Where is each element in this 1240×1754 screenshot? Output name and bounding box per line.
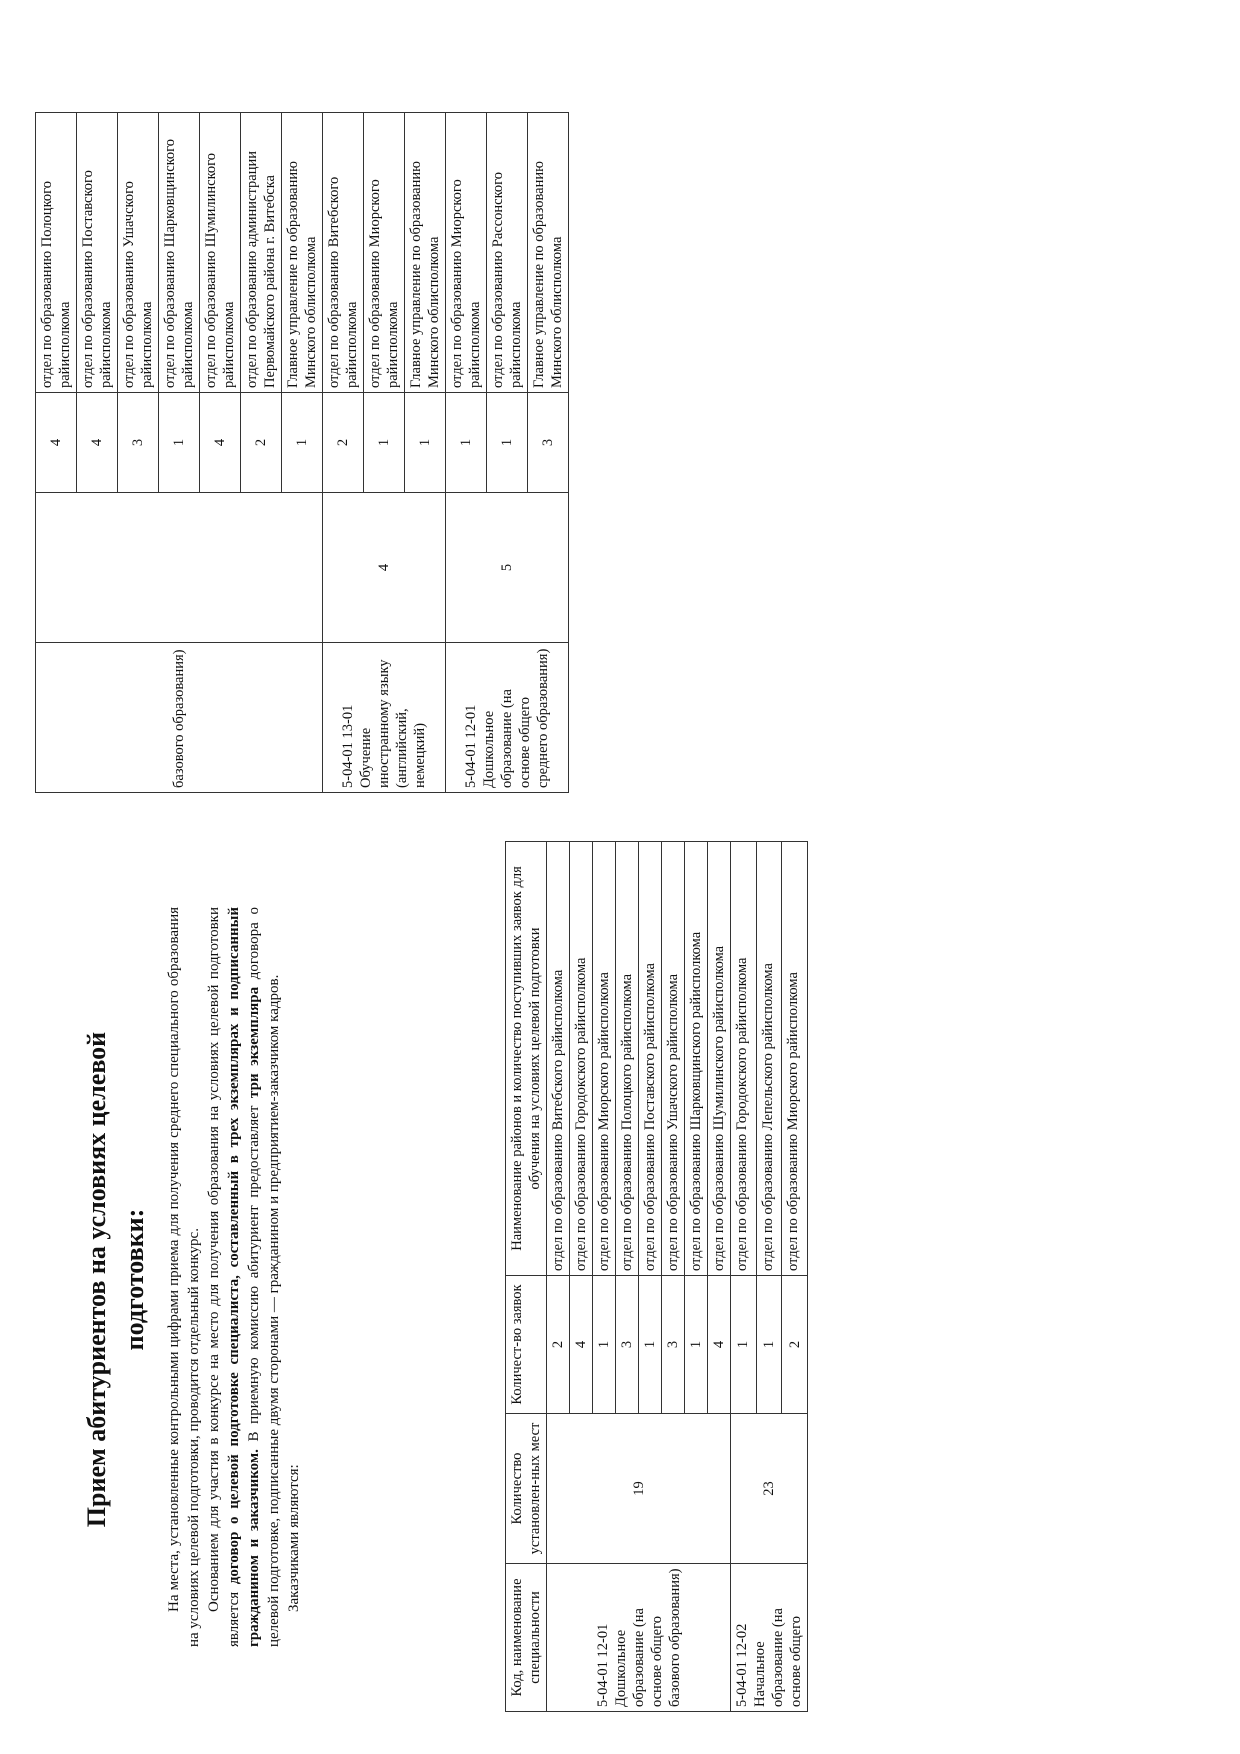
- targeted-training-table-continued: [35, 112, 569, 793]
- organization-cell: отдел по образованию Шарковщинского райисполкома: [685, 842, 708, 1276]
- title-line-2: подготовки:: [120, 1208, 149, 1351]
- application-count-cell: 1: [159, 393, 200, 493]
- application-count-cell: 1: [487, 393, 528, 493]
- application-count-cell: 3: [118, 393, 159, 493]
- specialty-code-cell: базового образования): [36, 643, 323, 793]
- organization-cell: Главное управление по образованию Минского облисполкома: [282, 113, 323, 393]
- organization-cell: отдел по образованию Миорского райисполкома: [782, 842, 808, 1276]
- organization-cell: отдел по образованию Полоцкого райисполкома: [36, 113, 77, 393]
- application-count-cell: 1: [639, 1276, 662, 1414]
- intro-p2-text-a: Основанием для участия в конкурсе на место для получения образования на условиях целевой подготовки является: [206, 907, 242, 1647]
- organization-cell: отдел по образованию Рассонского райисполкома: [487, 113, 528, 393]
- organization-cell: Главное управление по образованию Минского облисполкома: [528, 113, 569, 393]
- organization-cell: отдел по образованию Витебского райисполкома: [547, 842, 570, 1276]
- application-count-cell: 1: [685, 1276, 708, 1414]
- application-count-cell: 1: [364, 393, 405, 493]
- application-count-cell: 1: [731, 1276, 757, 1414]
- intro-paragraph-1: На места, установленные контрольными цифрами приема для получения среднего специального образования на условиях целевой подготовки, проводится отдельный конкурс.: [166, 907, 202, 1647]
- header-count: Количест-во заявок: [506, 1276, 547, 1414]
- organization-cell: отдел по образованию Витебского райисполкома: [323, 113, 364, 393]
- intro-paragraph-3: Заказчиками являются:: [286, 1464, 302, 1612]
- intro-paragraph-2: [204, 907, 284, 1647]
- intro-p2-text-b: В приемную комиссию абитуриент предоставляет: [246, 1097, 262, 1450]
- organization-cell: отдел по образованию Шарковщинского райисполкома: [159, 113, 200, 393]
- specialty-code-cell: 5-04-01 12-01 Дошкольное образование (на основе общего базового образования): [547, 1564, 731, 1712]
- application-count-cell: 1: [446, 393, 487, 493]
- application-count-cell: 2: [241, 393, 282, 493]
- table-row: [446, 113, 487, 793]
- table-body: [547, 842, 808, 1712]
- organization-cell: отдел по образованию Поставского райисполкома: [639, 842, 662, 1276]
- application-count-cell: 1: [593, 1276, 616, 1414]
- application-count-cell: 1: [756, 1276, 782, 1414]
- table-row: [36, 113, 77, 793]
- places-cell: 5: [446, 493, 569, 643]
- application-count-cell: 4: [570, 1276, 593, 1414]
- intro-p2-bold-1: договор о целевой подготовке специалиста, составленный в трех экземплярах и подписанный гражданином и заказчиком.: [226, 907, 262, 1647]
- application-count-cell: 3: [528, 393, 569, 493]
- targeted-training-table: [505, 841, 808, 1712]
- application-count-cell: 4: [708, 1276, 731, 1414]
- organization-cell: отдел по образованию Ушачского райисполкома: [118, 113, 159, 393]
- organization-cell: отдел по образованию Миорского райисполкома: [446, 113, 487, 393]
- organization-cell: отдел по образованию Ушачского райисполкома: [662, 842, 685, 1276]
- table-row: [323, 113, 364, 793]
- specialty-code-cell: 5-04-01 12-02 Начальное образование (на основе общего: [731, 1564, 808, 1712]
- page-title: [78, 867, 154, 1692]
- application-count-cell: 4: [36, 393, 77, 493]
- application-count-cell: 1: [405, 393, 446, 493]
- application-count-cell: 4: [200, 393, 241, 493]
- organization-cell: отдел по образованию Полоцкого райисполкома: [616, 842, 639, 1276]
- table-row: [547, 842, 570, 1712]
- application-count-cell: 1: [282, 393, 323, 493]
- specialty-code-cell: 5-04-01 13-01 Обучение иностранному языку (английский, немецкий): [323, 643, 446, 793]
- application-count-cell: 2: [547, 1276, 570, 1414]
- application-count-cell: 2: [323, 393, 364, 493]
- organization-cell: Главное управление по образованию Минского облисполкома: [405, 113, 446, 393]
- table-header-row: [506, 842, 547, 1712]
- places-cell: [36, 493, 323, 643]
- organization-cell: отдел по образованию администрации Первомайского района г. Витебска: [241, 113, 282, 393]
- organization-cell: отдел по образованию Миорского райисполкома: [364, 113, 405, 393]
- organization-cell: отдел по образованию Шумилинского райисполкома: [708, 842, 731, 1276]
- application-count-cell: 3: [616, 1276, 639, 1414]
- places-cell: 19: [547, 1414, 731, 1564]
- places-cell: 23: [731, 1414, 808, 1564]
- organization-cell: отдел по образованию Поставского райисполкома: [77, 113, 118, 393]
- application-count-cell: 4: [77, 393, 118, 493]
- header-code: Код, наименование специальности: [506, 1564, 547, 1712]
- organization-cell: отдел по образованию Лепельского райисполкома: [756, 842, 782, 1276]
- organization-cell: отдел по образованию Миорского райисполкома: [593, 842, 616, 1276]
- header-orgs: Наименование районов и количество поступивших заявок для обучения на условиях целевой подготовки: [506, 842, 547, 1276]
- intro-p2-text-c: договора о целевой подготовке, подписанные двумя сторонами — гражданином и предприятием-заказчиком кадров.: [246, 907, 282, 1647]
- header-places: Количество установлен-ных мест: [506, 1414, 547, 1564]
- places-cell: 4: [323, 493, 446, 643]
- left-page: [50, 837, 804, 1722]
- organization-cell: отдел по образованию Городокского райисполкома: [731, 842, 757, 1276]
- application-count-cell: 2: [782, 1276, 808, 1414]
- right-page: [35, 108, 755, 803]
- table-row: [731, 842, 757, 1712]
- organization-cell: отдел по образованию Городокского райисполкома: [570, 842, 593, 1276]
- specialty-code-cell: 5-04-01 12-01 Дошкольное образование (на основе общего среднего образования): [446, 643, 569, 793]
- application-count-cell: 3: [662, 1276, 685, 1414]
- intro-p2-bold-2: три экземпляра: [246, 986, 262, 1098]
- title-line-1: Прием абитуриентов на условиях целевой: [82, 1031, 111, 1528]
- organization-cell: отдел по образованию Шумилинского райисполкома: [200, 113, 241, 393]
- table-body-continued: [36, 113, 569, 793]
